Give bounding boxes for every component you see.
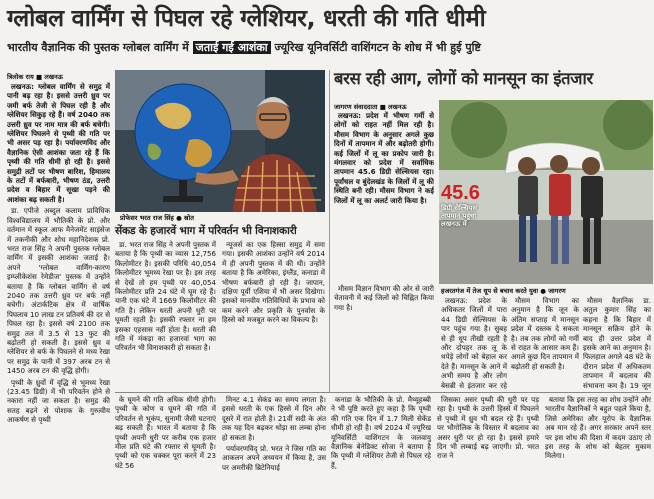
story3-column-2 — [222, 240, 325, 390]
story2-headline: बरस रही आग, लोगों को मानसून का इंतजार — [334, 69, 593, 88]
temperature-caption: डिग्री सेल्सियस तापमान पहुंचा लखनऊ में — [441, 204, 477, 228]
temperature-value: 45.6 — [441, 182, 480, 204]
story1-paragraph: बताया कि इस तरह का शोध उन्होंने और भारतीय वैज्ञानिकों ने बहुत पहले किया है, जिसे अमेरिका और यूरोप के वैज्ञानिक अब मान रहे हैं। अगर सरकार अपने स्तर पर इस शोध की दिशा में कदम उठाए तो इस तरह के शोध को बेहतर मुकाम मिलेगा। — [545, 395, 651, 461]
story2-byline: जागरण संवाददाता ■ लखनऊ — [334, 103, 407, 111]
temperature-callout — [441, 182, 495, 228]
story2-column-1 — [334, 111, 434, 283]
story2-column-4 — [583, 296, 651, 390]
story1-column-4 — [331, 395, 431, 497]
story1-byline: त्रिलोक राय ■ लखनऊ — [7, 73, 63, 81]
story2-column-3 — [511, 296, 579, 390]
heatwave-photo-caption: हजरतगंज में तेज धूप से बचाव करते युवा ● जागरण — [441, 287, 566, 295]
story1-paragraph: के घूमने की गति अधिक धीमी होगी। पृथ्वी के कोण व घूमने की गति में परिवर्तन से भूकंप, सुनामी जैसी घटनाएं बढ़ सकती हैं। भारत में बताया है कि पृथ्वी अपनी धुरी पर करीब एक हजार मील प्रति घंटे की रफ्तार से घूमती है। पृथ्वी को एक चक्कर पूरा करने में 23 घंटे 56 — [115, 395, 216, 470]
story2-column-2 — [441, 296, 507, 390]
story2-paragraph: लखनऊ: प्रदेश में भीषण गर्मी से लोगों को राहत नहीं मिल रही है। मौसम विभाग के अनुसार अगले कुछ दिनों में तापमान में और बढ़ोतरी होगी। कई जिलों में लू का प्रकोप जारी है। मंगलवार को प्रदेश में सर्वाधिक तापमान 45.6 डिग्री सेल्सियस रहा। पूर्वांचल व बुंदेलखंड के जिलों में लू की स्थिति बनी रही। मौसम विभाग ने कई जिलों में लू का अलर्ट जारी किया है। — [334, 111, 434, 205]
professor-photo-caption: प्रोफेसर भरत राज सिंह ● स्रोत — [120, 214, 194, 222]
story3-column-1 — [115, 240, 216, 390]
professor-globe-photo — [115, 70, 325, 212]
deck-post: ज्यूरिख यूनिवर्सिटी वाशिंगटन के शोध में भी हुई पुष्टि — [274, 41, 481, 54]
story1-column-5 — [437, 395, 539, 497]
story2-paragraph: मौसम विभाग का अनुमान है कि जून के अंतिम सप्ताह में मानसून प्रदेश में दस्तक दे सकता है। तब तक लोगों को गर्मी से राहत के आसार कम हैं। अगले कुछ दिन तापमान में बढ़ोतरी हो सकती है। — [511, 296, 579, 371]
deck-highlight: जताई गई आशंका — [193, 41, 271, 54]
horizontal-divider — [115, 392, 651, 393]
professor-globe-illustration — [115, 70, 325, 212]
story1-paragraph: पर्यावरणविद् प्रो. भरत ने जिस गति का आकलन अपने अध्ययन में किया है, उस पर अमरीकी ब्रिटेनियाई — [222, 444, 326, 472]
story2-paragraph: मौसम विज्ञान विभाग की ओर से जारी चेतावनी में कई जिलों को चिह्नित किया गया है। — [334, 284, 434, 312]
story3-headline: सेंकड के हजारवें भाग में परिवर्तन भी विनाशकारी — [115, 225, 297, 237]
story1-paragraph: मिनट 4.1 सेकंड का समय लगता है। इससे धरती के एक हिस्से में दिन और दूसरे में रात होती है। 21वीं सदी के अंत तक यह दिन बढ़कर थोड़ा सा लम्बा होना हो सकता है। — [222, 395, 326, 442]
vertical-divider — [329, 70, 330, 392]
story1-paragraph: लखनऊ: ग्लोबल वार्मिंग से समुद्र में पानी बढ़ रहा है। इससे उत्तरी ध्रुव पर जमी बर्फ तेजी से पिघल रही है और ग्लेशियर सिकुड़ रहे हैं। वर्ष 2040 तक उत्तरी ध्रुव पर नाम मात्र की बर्फ बचेगी। ग्लेशियर पिघलने से पृथ्वी की गति पर भी असर पड़ रहा है। पर्यावरणविद और वैज्ञानिक ऐसी आशंका जता रहे हैं कि पृथ्वी की गति धीमी हो रही है। इससे समुद्री तटों पर भीषण बारिश, हिमालय के तटों में बर्फबारी, भीषण ठंड, उत्तरी प्रदेश व बिहार में सूखा पड़ने की आशंका बढ़ सकती है। — [7, 82, 110, 204]
story1-paragraph: कनाडा के भौतिकी के प्रो. मैथ्यूहब्बी ने भी पुष्टि करते हुए कहा है कि पृथ्वी की गति एक दिन में 1.7 मिली सेकेंड धीमी हो रही है। वर्ष 2024 में ज्यूरिख यूनिवर्सिटी वाशिंगटन के जलवायु वैज्ञानिक बेनेडिक्ट सोजा ने बताया है कि पृथ्वी में ग्लेशियर तेजी से पिघल रहे हैं, — [331, 395, 431, 470]
story1-paragraph: जिसका असर पृथ्वी की धुरी पर पड़ रहा है। पृथ्वी के उत्तरी हिस्से में पिघलने से पृथ्वी में ध्रुव भी बदल रहे हैं। पृथ्वी पर भौगोलिक के विस्तार में बदलाव का असर धुरी पर हो रहा है। इससे हमारे दिन भी लम्बाई बढ़ जाएगी। प्रो. भरत राज ने — [437, 395, 539, 461]
story1-column-6 — [545, 395, 651, 497]
story2-column-1b — [334, 284, 434, 390]
story3-paragraph: न्यूजर्स का एक हिस्सा समुद्र में समा गया। इसकी आशंका उन्होंने वर्ष 2014 में ही अपनी पुस्तक में की थी। उन्होंने बताया है कि अमेरिका, इंग्लैंड, कनाडा में भीषण बर्फबारी हो रही है। जापान, दक्षिण पूर्वी एशिया में भी असर दिखेगा। इसको मानवीय गतिविधियों के प्रभाव को कम करने और प्रकृति के पुनर्वास के हिस्से को मजबूत करने का विकल्प है। — [222, 240, 325, 325]
story1-column-3 — [222, 395, 326, 497]
story1-column-1 — [7, 82, 110, 496]
deck-line — [7, 40, 652, 55]
deck-pre: भारतीय वैज्ञानिक की पुस्तक ग्लोबल वार्मिंग में — [7, 41, 189, 54]
story1-column-2 — [115, 395, 216, 497]
story2-paragraph: मौसम वैज्ञानिक डा. अतुल कुमार सिंह का कहना है कि बिहार में मानसून सक्रिय होने के बाद ही उत्तर प्रदेश में इसके आने का अनुमान है। फिलहाल अगले 48 घंटे के दौरान प्रदेश में अधिकतम तापमान में बदलाव की संभावना कम है। 19 जून — [583, 296, 651, 390]
main-headline: ग्लोबल वार्मिंग से पिघल रहे ग्लेशियर, धरती की गति धीमी — [7, 4, 486, 32]
story1-paragraph: पृथ्वी के ध्रुवों में वृद्धि से भूमध्य रेखा (23.45 डिग्री) में भी परिवर्तन होने से नकारा नहीं जा सकता है। समुद्र की सतह बढ़ने से पोशाक के गुरुत्वीय आकर्षण से पृथ्वी — [7, 377, 110, 425]
story2-paragraph: लखनऊ: प्रदेश के अधिकतर जिलों में पारा 44 डिग्री सेल्सियस के पार पहुंच गया है। सुबह से ही धूप तीखी रहती है और दोपहर तक लू के थपेड़े लोगों को बेहाल कर देते हैं। मानसून के आने में अभी समय है और लोग बेसब्री से इंतजार कर रहे — [441, 296, 507, 390]
story3-paragraph: डा. भरत राज सिंह ने अपनी पुस्तक में बताया है कि पृथ्वी का व्यास 12,756 किलोमीटर है। इसकी परिधि 40,054 किलोमीटर भूमध्य रेखा पर है। इस तरह से देखें तो हम पृथ्वी पर 40,054 किलोमीटर प्रति 24 घंटे में घूम रहे हैं। यानी एक घंटे में 1669 किलोमीटर की गति है। लेकिन धरती अपनी धुरी पर घूमती रहती है। इसकी रफ्तार ना हम इसका एहसास नहीं होता है। धरती की गति में मंकड़ा का हजारवां भाग का परिवर्तन भी विनाशकारी हो सकता है। — [115, 240, 216, 353]
story1-paragraph: डा. एपीजे अब्दुल कलाम प्राविधिक विश्वविद्यालय में भौतिकी के प्रो. और वर्तमान में स्कूल आफ मैनेजमेंट साइंसेज में तकनीकी और शोध महानिदेशक प्रो. भरत राज सिंह ने अपनी पुस्तक ग्लोबल वार्मिंग में इसकी आशंका जताई है। अपने 'ग्लोबल वार्मिंग-कारण इम्प्लीकेशंस रेमेडीज' पुस्तक में उन्होंने बताया है कि ग्लोबल वार्मिंग से वर्ष 2040 तक उत्तरी ध्रुव पर बर्फ नहीं बचेगी। अंटार्कटिक क्षेत्र में वार्षिक पिघलाव 10 लाख टन प्रतिवर्ष की दर से पिघल रहा है। इससे वर्ष 2100 तक समुद्र तल में 3.5 से 13 फुट की बढ़ोतरी हो सकती है। इससे ध्रुव व ग्लेशियर से बर्फ के पिघलने से मध्य रेखा पर समुद्र के पानी में 397 अरब टन से 1450 अरब टन की वृद्धि होगी। — [7, 206, 110, 376]
